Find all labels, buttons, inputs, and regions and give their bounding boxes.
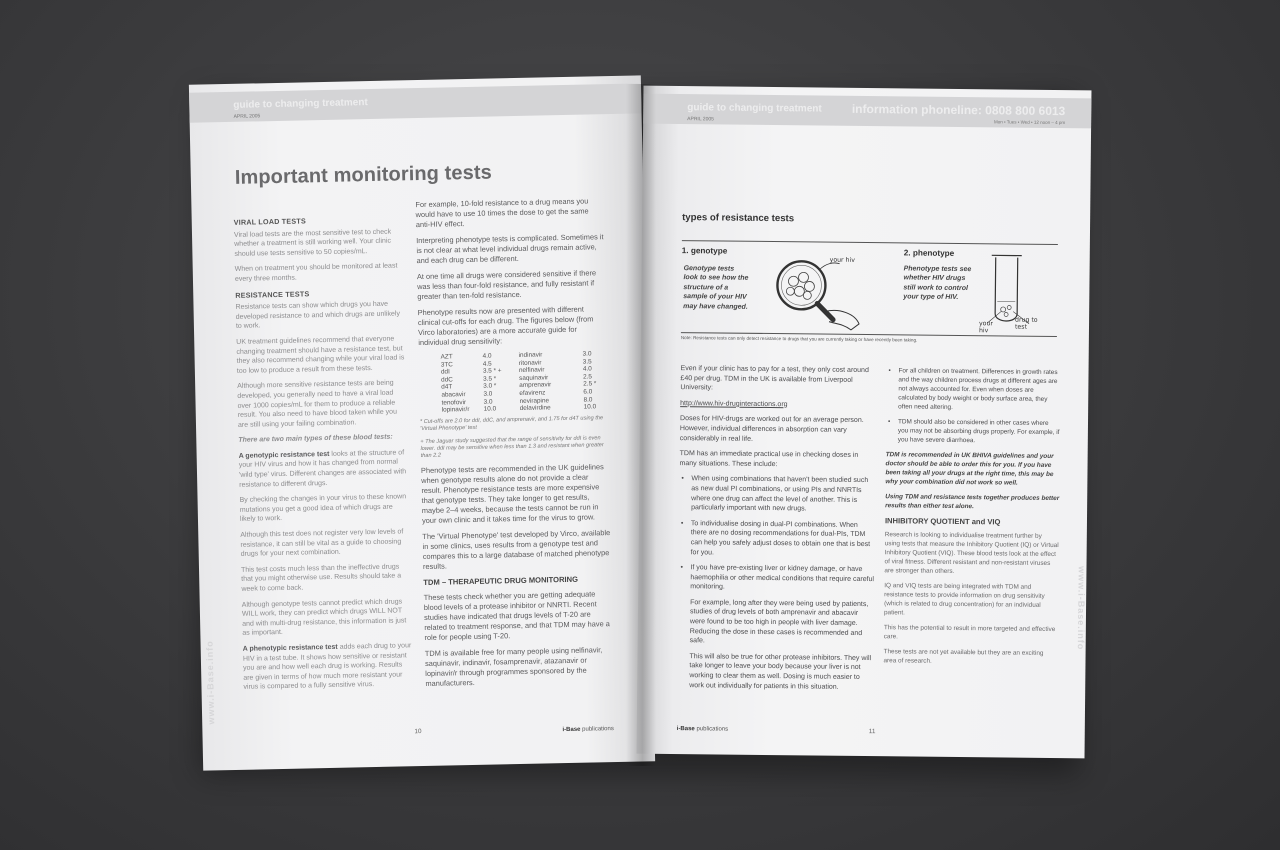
drug-table-cell: 2.5 * [583, 380, 597, 388]
right-column-2 [883, 366, 1060, 673]
drug-table-cell: 4.5 [482, 360, 492, 368]
genotype-heading: 1. genotype [681, 246, 728, 256]
right-header-date: APRIL 2005 [687, 116, 714, 123]
right-column-1 [677, 364, 876, 698]
drug-table-cell: AZT [440, 353, 453, 361]
term-genotypic: A genotypic resistance test [238, 450, 330, 460]
footnote: + The Jaguar study suggested that the range of sensitivity for ddI is even lower. ddI may be sensitive when less than 1.3 and resistant when greater than 2.2 [420, 435, 604, 459]
drug-table-cell: delavirdine [519, 404, 551, 413]
paragraph: At one time all drugs were considered sensitive if there was less than four-fold resistance, and fully resistant if greater than ten-fold resistance. [416, 268, 597, 302]
drug-table-cell: 10.0 [483, 405, 497, 413]
genotype-description: Genotype tests look to see how the structure of a sample of your HIV may have changed. [683, 265, 749, 311]
side-url: www.i-Base.info [204, 640, 217, 725]
list-item: • If you have pre-existing liver or kidney damage, or have haemophilia or other medical conditions that require careful monitoring. [678, 563, 874, 594]
page-number: 10 [414, 728, 422, 736]
paragraph: Although more sensitive resistance tests are being developed, you generally need to have a viral load over 1000 copies/mL for them to produce a reliable result. You also need to have blood taken while you are still using your failing combination. [237, 379, 398, 429]
term-phenotypic: A phenotypic resistance test [242, 643, 338, 653]
paragraph: Resistance tests can show which drugs you have developed resistance to and which drugs are unlikely to work. [235, 300, 400, 331]
paragraph: For example, long after they were being used by patients, studies of drug levels of both amprenavir and abacavir were found to be too high in people with liver damage. Reducing the dose in these cases is recommended and safe. [689, 599, 869, 645]
list-item: • For all children on treatment. Differences in growth rates and the way children process drugs at different ages are not always accounted for. Even when doses are calculated by body weight or body surface area, they often need altering. [886, 366, 1060, 413]
phenotype-heading: 2. phenotype [903, 248, 955, 258]
section-heading-resistance: RESISTANCE TESTS [235, 288, 310, 300]
publisher-name: i-Base [676, 726, 695, 733]
phoneline-hours: Mon • Tues • Wed • 12 noon – 4 pm [993, 119, 1066, 126]
list-item: • TDM should also be considered in other cases where you may not be absorbing drugs properly. For example, if you have severe diarrhoea. [886, 417, 1060, 446]
drug-table-cell: efavirenz [519, 389, 546, 397]
page-number: 11 [868, 728, 876, 736]
paragraph: Although genotype tests cannot predict which drugs WILL work, they can predict which drugs WILL NOT and with multi-drug resistance, this information is just as important. [241, 598, 407, 638]
section-heading-iq-viq: INHIBITORY QUOTIENT and VIQ [884, 516, 1001, 527]
drug-table-cell: 3.0 [582, 350, 592, 358]
figure-note: Note: Resistance tests can only detect resistance to drugs that you are currently taking or have recently been taking. [680, 335, 918, 343]
drug-table-cell: amprenavir [519, 381, 552, 390]
left-header-date: APRIL 2005 [233, 113, 261, 120]
liverpool-link[interactable] [680, 399, 876, 411]
paragraph: These tests are not yet available but they are an exciting area of research. [883, 648, 1044, 665]
section-heading-tdm: TDM – THERAPEUTIC DRUG MONITORING [423, 574, 579, 587]
paragraph [243, 641, 414, 693]
phoneline: information phoneline: 0808 800 6013 [851, 101, 1066, 119]
drug-table-cell: 3.5 * + [482, 367, 502, 375]
drug-table-cell: ddI [440, 368, 450, 376]
section-heading-viral-load: VIRAL LOAD TESTS [233, 216, 306, 227]
drug-table-cell: 10.0 [583, 403, 597, 411]
paragraph: Although this test does not register very low levels of resistance, it can still be vital as a guide to choosing drugs for your next combination. [240, 528, 404, 559]
left-header-title: guide to changing treatment [233, 97, 368, 111]
drug-table-cell: nevirapine [519, 396, 550, 405]
right-header-bar [643, 94, 1091, 129]
drug-table-cell: saquinavir [519, 374, 549, 382]
drug-table-cell: 4.0 [582, 365, 592, 373]
paragraph: By checking the changes in your virus to these known mutations you get a good idea of which drugs are likely to work. [239, 493, 407, 524]
drug-table-cell: abacavir [441, 391, 466, 399]
paragraph: Interpreting phenotype tests is complicated. Sometimes it is not clear at what level individual drugs remain active, and each drug can be different. [416, 232, 604, 266]
right-header-title: guide to changing treatment [687, 102, 822, 115]
liverpool-link-text[interactable]: http://www.hiv-druginteractions.org [680, 399, 788, 408]
figure-title: types of resistance tests [682, 212, 795, 225]
publisher-mark [677, 726, 728, 733]
drug-table-cell: 3.0 * [483, 382, 497, 391]
paragraph: UK treatment guidelines recommend that everyone changing treatment should have a resistance test, but they also recommend changing while your viral load is too low to produce a result from these tests. [236, 335, 405, 375]
paragraph: The 'Virtual Phenotype' test developed by Virco, available in some clinics, uses results from a genotype test and compares this to a large database of matched phenotype results. [422, 527, 611, 571]
paragraph [239, 448, 410, 490]
paragraph: For example, 10-fold resistance to a drug means you would have to use 10 times the dose to get the same anti-HIV effect. [415, 196, 589, 230]
drug-table-cell: tenofovir [441, 398, 467, 407]
paragraph: Phenotype tests are recommended in the UK guidelines when genotype results alone do not provide a clear result. Phenotype resistance tests are more expensive that genotype tests. They take longer to get results, maybe 2–4 weeks, because the tests cannot be run in your own clinic and it takes time for the virus to grow. [420, 461, 604, 525]
drug-table-cell: 3.0 [483, 390, 493, 398]
drug-table-cell: 6.0 [583, 388, 593, 396]
page-title: Important monitoring tests [234, 161, 493, 189]
emphasis-paragraph: TDM is recommended in UK BHIVA guidelines and your doctor should be able to order this for you. If you have been taking all your drugs at the right time, this may be why your combination did not work so well. [885, 451, 1054, 487]
paragraph: Research is looking to individualise treatment further by using tests that measure the Inhibitory Quotient (IQ) or Virtual Inhibitory Quotient (VIQ). These blood tests look at the effect of viral fitness. Different resistant and non-resistant viruses are stronger than others. [884, 531, 1059, 575]
drug-cutoff-table [441, 350, 608, 414]
figure-top-rule [682, 240, 1058, 245]
paragraph: TDM has an immediate practical use in checking doses in many situations. These include: [679, 450, 859, 468]
paragraph-text: adds each drug to your HIV in a test tube. It shows how sensitive or resistant you are and how well each drug is working. Results are given in terms of how much more resistant your virus is compared to a fully sensitive virus. [242, 642, 412, 692]
drug-table-cell: indinavir [518, 351, 543, 359]
paragraph: Doses for HIV-drugs are worked out for an average person. However, individual differences in absorption can vary considerably in real life. [679, 415, 864, 443]
publisher-suffix: publications [580, 726, 614, 733]
footnote: * Cut-offs are 2.0 for ddI, ddC, and amprenavir, and 1.75 for d4T using the 'Virtual Phenotype' test [419, 414, 604, 432]
phenotype-description: Phenotype tests see whether HIV drugs still work to control your type of HIV. [903, 265, 972, 302]
left-column-2 [415, 196, 613, 695]
emphasis-paragraph: Using TDM and resistance tests together produces better results than either test alone. [885, 493, 1060, 511]
tdm-uses-list-continued [886, 366, 1061, 446]
phenotype-your-hiv-label: your hiv [978, 320, 993, 334]
drug-table-cell: 2.5 [582, 373, 593, 381]
paragraph: This will also be true for other protease inhibitors. They will take longer to leave your body because your liver is not working to clear them as well. Dosing is much easier to work out individually for patients in this situation. [689, 653, 872, 691]
your-hiv-label: your hiv [829, 256, 855, 264]
paragraph: TDM is available free for many people using nelfinavir, saquinavir, indinavir, fosamprenavir, atazanavir or lopinavir/r through programmes sponsored by the manufacturers. [424, 645, 603, 688]
emphasis-paragraph: There are two main types of these blood tests: [238, 433, 393, 445]
left-header-bar [189, 83, 642, 122]
paragraph: These tests check whether you are getting adequate blood levels of a protease inhibitor or NNRTI. Recent studies have indicated that drugs levels of T-20 are related to treatment response, and that TDM may have a role for people using T-20. [423, 589, 610, 642]
drug-table-cell: 3.0 [483, 398, 493, 406]
side-url: www.i-Base.info [1075, 566, 1087, 651]
list-item: • When using combinations that haven't been studied such as new dual PI combinations, or using PIs and NNRTIs where one drug can affect the level of another. This is particularly important with new drugs. [679, 474, 875, 514]
list-item: • To individualise dosing in dual-PI combinations. When there are no dosing recommendations for dual-PIs, TDM can help you safely adjust doses to obtain one that is best for you. [679, 519, 875, 559]
drug-table-cell: 3.5 [582, 358, 592, 366]
paragraph: This test costs much less than the ineffective drugs that you might otherwise use. Results should take a week to come back. [240, 563, 402, 593]
publisher-suffix: publications [694, 726, 729, 733]
drug-table-cell: 3.5 * [483, 375, 497, 383]
drug-table-cell: d4T [441, 383, 453, 391]
magnifying-glass-illustration [759, 253, 868, 334]
paragraph: Viral load tests are the most sensitive test to check whether a treatment is still working well. Your clinic should use tests sensitive to 50 copies/mL. [233, 228, 392, 258]
right-page [637, 86, 1092, 759]
paragraph: When on treatment you should be monitored at least every three months. [234, 262, 398, 283]
drug-table-cell: ritonavir [518, 359, 542, 367]
drug-table-cell: 4.0 [482, 352, 492, 360]
drug-to-test-label: drug to test [1014, 316, 1038, 331]
left-page [189, 75, 655, 770]
drug-table-cell: nelfinavir [518, 366, 545, 375]
paragraph: IQ and VIQ tests are being integrated with TDM and resistance tests to provide information on drug sensitivity (which is related to drug concentration) for an individual patient. [883, 582, 1045, 617]
publisher-name: i-Base [562, 726, 581, 734]
tdm-uses-list [678, 474, 875, 594]
drug-table-cell: ddC [441, 376, 453, 384]
paragraph: Even if your clinic has to pay for a test, they only cost around £40 per drug. TDM in the UK is available from Liverpool University: [680, 365, 869, 392]
paragraph: Phenotype results now are presented with different clinical cut-offs for each drug. The figures below (from Virco laboratories) are a more accurate guide for individual drug sensitivity: [417, 304, 594, 348]
paragraph-text: looks at the structure of your HIV virus and how it has changed from normal 'wild type' virus. Different changes are associated with resistance to different drugs. [238, 449, 407, 489]
drug-table-cell: 8.0 [583, 395, 593, 404]
paragraph: This has the potential to result in more targeted and effective care. [883, 624, 1056, 641]
publisher-mark [562, 726, 613, 733]
left-column-1 [234, 210, 414, 698]
drug-table-cell: 3TC [440, 360, 453, 369]
drug-table-cell: lopinavir/r [441, 406, 470, 414]
